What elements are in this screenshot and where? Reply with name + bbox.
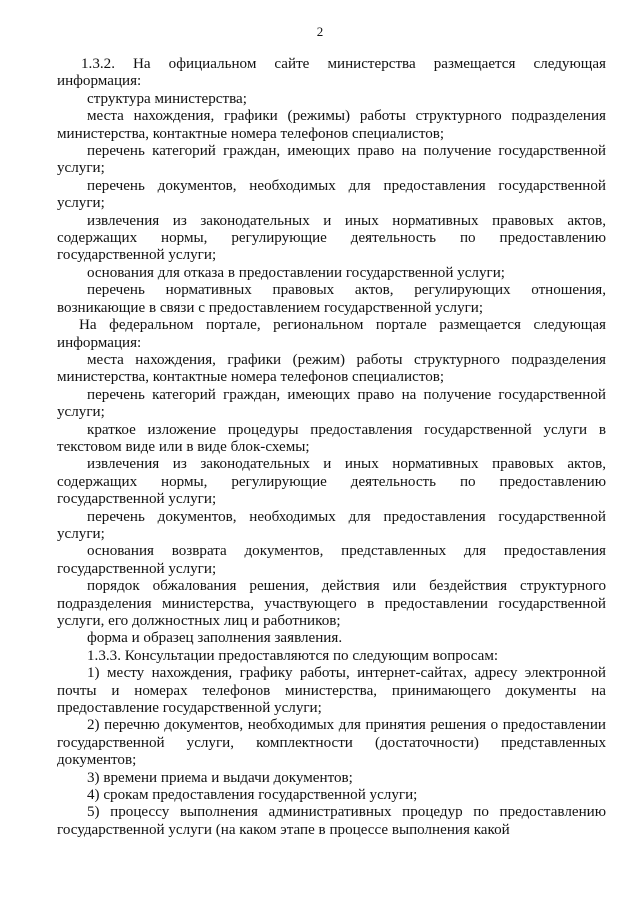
paragraph: 4) срокам предоставления государственной услуги;	[87, 787, 418, 804]
paragraph: порядок обжалования решения, действия или бездействия структурного подразделения министерства, участвующего в предоставлении государственной услуги, его должностных лиц и работников;	[57, 578, 606, 629]
page-number: 2	[316, 24, 324, 39]
paragraph: перечень документов, необходимых для предоставления государственной услуги;	[57, 177, 606, 212]
paragraph: перечень документов, необходимых для предоставления государственной услуги;	[57, 508, 606, 542]
paragraph: форма и образец заполнения заявления.	[87, 630, 343, 647]
paragraph: 3) времени приема и выдачи документов;	[87, 769, 353, 786]
paragraph: 1.3.3. Консультации предоставляются по следующим вопросам:	[87, 647, 499, 664]
paragraph: извлечения из законодательных и иных нормативных правовых актов, содержащих нормы, регулирующие деятельность по предоставлению государственной услуги;	[57, 456, 606, 508]
paragraph: основания для отказа в предоставлении государственной услуги;	[87, 264, 505, 281]
paragraph: перечень нормативных правовых актов, регулирующих отношения, возникающие в связи с предоставлением государственной услуги;	[57, 282, 606, 316]
document-body	[57, 56, 606, 839]
paragraph: краткое изложение процедуры предоставления государственной услуги в текстовом виде или в виде блок-схемы;	[57, 421, 606, 455]
paragraph: места нахождения, графики (режим) работы структурного подразделения министерства, контактные номера телефонов специалистов;	[57, 351, 606, 386]
paragraph: 1) месту нахождения, графику работы, интернет-сайтах, адресу электронной почты и номерах телефонов министерства, принимающего документы на предоставление государственной услуги;	[57, 665, 606, 717]
paragraph: 2) перечню документов, необходимых для принятия решения о предоставлении государственной услуги, комплектности (достаточности) представленных документов;	[57, 717, 606, 769]
paragraph: перечень категорий граждан, имеющих право на получение государственной услуги;	[57, 386, 606, 421]
paragraph: перечень категорий граждан, имеющих право на получение государственной услуги;	[57, 143, 606, 177]
paragraph: извлечения из законодательных и иных нормативных правовых актов, содержащих нормы, регулирующие деятельность по предоставлению государственной услуги;	[57, 212, 606, 264]
paragraph: места нахождения, графики (режимы) работы структурного подразделения министерства, контактные номера телефонов специалистов;	[57, 108, 606, 142]
paragraph: структура министерства;	[87, 90, 247, 107]
paragraph: 5) процессу выполнения административных процедур по предоставлению государственной услуги (на каком этапе в процессе выполнения какой	[57, 804, 606, 838]
paragraph: основания возврата документов, представленных для предоставления государственной услуги;	[57, 543, 606, 577]
paragraph: На федеральном портале, региональном портале размещается следующая информация:	[57, 317, 606, 351]
paragraph: 1.3.2. На официальном сайте министерства размещается следующая информация:	[57, 56, 606, 90]
